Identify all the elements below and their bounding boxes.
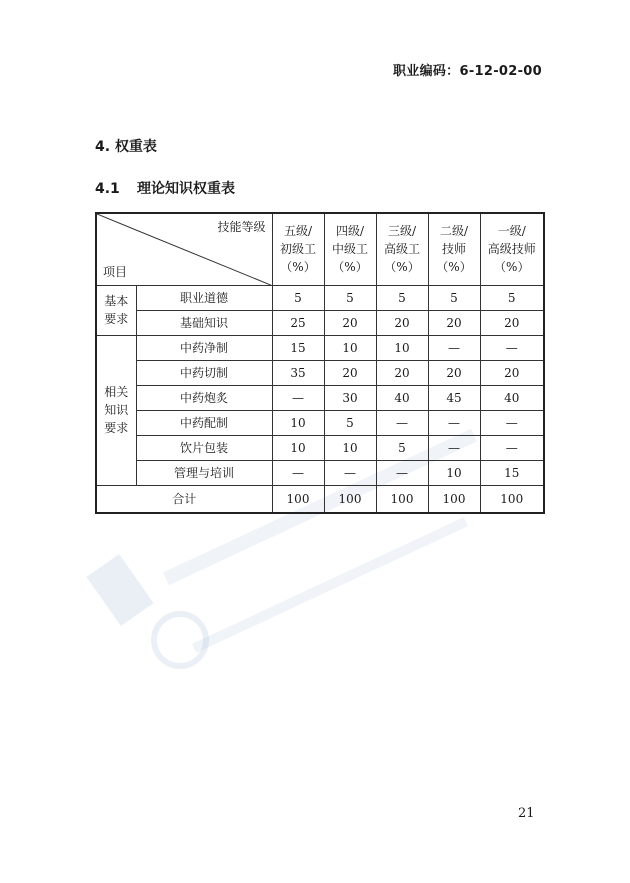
value-cell: — — [428, 335, 480, 360]
total-value: 100 — [376, 485, 428, 513]
total-row — [96, 485, 544, 513]
value-cell: 5 — [324, 285, 376, 310]
table-row — [96, 410, 544, 435]
subsection-number: 4.1 — [95, 181, 120, 197]
occupation-code: 职业编码：6-12-02-00 — [392, 64, 542, 79]
table-row — [96, 435, 544, 460]
column-header: 三级/ 高级工 （%） — [376, 213, 428, 285]
value-cell: 35 — [272, 360, 324, 385]
total-label: 合计 — [96, 485, 272, 513]
table-row — [96, 310, 544, 335]
item-cell: 职业道德 — [136, 285, 272, 310]
value-cell: — — [376, 410, 428, 435]
table-row — [96, 285, 544, 310]
table-row — [96, 460, 544, 485]
value-cell: — — [480, 435, 544, 460]
column-header: 四级/ 中级工 （%） — [324, 213, 376, 285]
value-cell: 5 — [428, 285, 480, 310]
value-cell: 20 — [428, 360, 480, 385]
column-header: 一级/ 高级技师 （%） — [480, 213, 544, 285]
theory-weight-table — [95, 212, 545, 514]
section-heading — [95, 136, 157, 156]
value-cell: 10 — [272, 435, 324, 460]
value-cell: 20 — [480, 310, 544, 335]
value-cell: 40 — [480, 385, 544, 410]
total-value: 100 — [428, 485, 480, 513]
value-cell: — — [376, 460, 428, 485]
total-value: 100 — [272, 485, 324, 513]
value-cell: 5 — [272, 285, 324, 310]
value-cell: 10 — [376, 335, 428, 360]
value-cell: 5 — [376, 285, 428, 310]
value-cell: 10 — [324, 335, 376, 360]
column-header: 五级/ 初级工 （%） — [272, 213, 324, 285]
item-cell: 管理与培训 — [136, 460, 272, 485]
group-cell-related-knowledge: 相关 知识 要求 — [96, 335, 136, 485]
value-cell: — — [428, 410, 480, 435]
item-cell: 中药配制 — [136, 410, 272, 435]
value-cell: 15 — [480, 460, 544, 485]
value-cell: 20 — [376, 360, 428, 385]
value-cell: 20 — [324, 360, 376, 385]
value-cell: 5 — [324, 410, 376, 435]
section-title: 权重表 — [114, 139, 157, 155]
value-cell: 10 — [272, 410, 324, 435]
value-cell: 15 — [272, 335, 324, 360]
value-cell: 10 — [428, 460, 480, 485]
column-header: 二级/ 技师 （%） — [428, 213, 480, 285]
value-cell: — — [272, 385, 324, 410]
value-cell: — — [480, 335, 544, 360]
item-cell: 基础知识 — [136, 310, 272, 335]
table-row — [96, 335, 544, 360]
group-cell-basic: 基本 要求 — [96, 285, 136, 335]
subsection-heading — [95, 178, 235, 198]
total-value: 100 — [324, 485, 376, 513]
section-number: 4. — [95, 139, 111, 155]
value-cell: — — [324, 460, 376, 485]
value-cell: 10 — [324, 435, 376, 460]
page-number: 21 — [518, 806, 535, 821]
subsection-title: 理论知识权重表 — [137, 181, 235, 197]
item-cell: 饮片包装 — [136, 435, 272, 460]
table-header-row — [96, 213, 544, 285]
value-cell: 20 — [428, 310, 480, 335]
value-cell: — — [480, 410, 544, 435]
value-cell: 25 — [272, 310, 324, 335]
corner-label-skill-level: 技能等级 — [217, 220, 266, 234]
value-cell: 5 — [376, 435, 428, 460]
total-value: 100 — [480, 485, 544, 513]
table-row — [96, 360, 544, 385]
value-cell: 5 — [480, 285, 544, 310]
value-cell: 45 — [428, 385, 480, 410]
item-cell: 中药净制 — [136, 335, 272, 360]
value-cell: 20 — [376, 310, 428, 335]
value-cell: — — [272, 460, 324, 485]
value-cell: 30 — [324, 385, 376, 410]
table-corner-cell — [96, 213, 272, 285]
value-cell: 20 — [324, 310, 376, 335]
value-cell: 20 — [480, 360, 544, 385]
item-cell: 中药炮炙 — [136, 385, 272, 410]
value-cell: 40 — [376, 385, 428, 410]
item-cell: 中药切制 — [136, 360, 272, 385]
value-cell: — — [428, 435, 480, 460]
corner-label-item: 项目 — [103, 264, 128, 279]
table-row — [96, 385, 544, 410]
